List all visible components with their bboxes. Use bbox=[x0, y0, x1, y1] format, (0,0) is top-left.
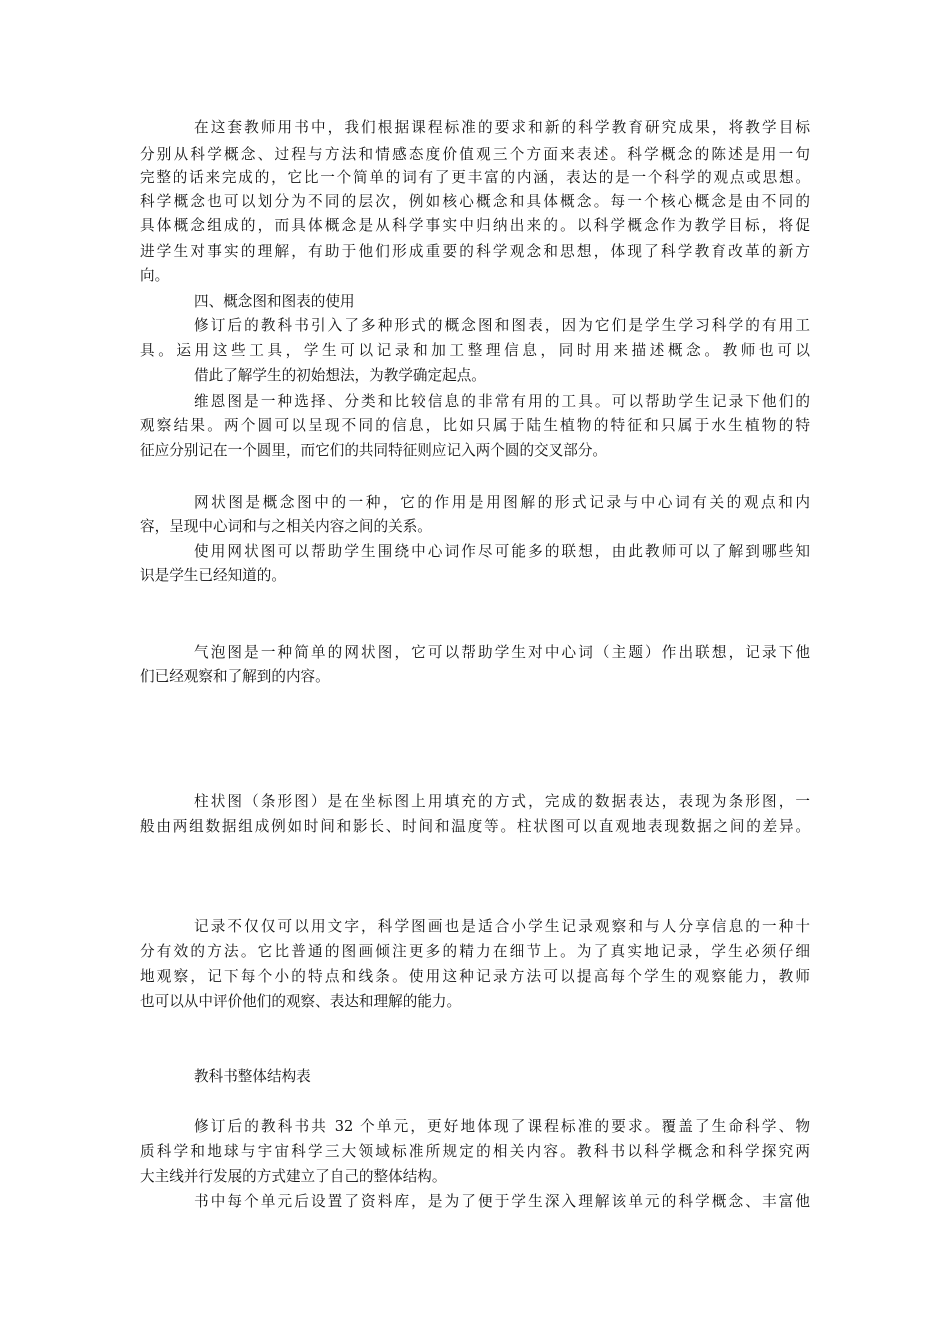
text-line: 借此了解学生的初始想法，为教学确定起点。 bbox=[194, 367, 486, 384]
text-line: 维恩图是一种选择、分类和比较信息的非常有用的工具。可以帮助学生记录下他们的 bbox=[194, 393, 810, 410]
section-heading: 四、概念图和图表的使用 bbox=[194, 293, 355, 310]
text-line: 地观察，记下每个小的特点和线条。使用这种记录方法可以提高每个学生的观察能力，教师 bbox=[140, 968, 810, 985]
text-line: 向。 bbox=[140, 267, 170, 284]
text-line: 修订后的教科书共 32 个单元，更好地体现了课程标准的要求。覆盖了生命科学、物 bbox=[194, 1118, 810, 1135]
text-line: 记录不仅仅可以用文字，科学图画也是适合小学生记录观察和与人分享信息的一种十 bbox=[194, 918, 810, 935]
text-line: 书中每个单元后设置了资料库，是为了便于学生深入理解该单元的科学概念、丰富他 bbox=[194, 1193, 810, 1210]
text-line: 也可以从中评价他们的观察、表达和理解的能力。 bbox=[140, 993, 462, 1010]
text-line: 具。运用这些工具，学生可以记录和加工整理信息，同时用来描述概念。教师也可以 bbox=[140, 342, 810, 359]
text-line: 征应分别记在一个圆里，而它们的共同特征则应记入两个圆的交叉部分。 bbox=[140, 442, 608, 459]
text-line: 气泡图是一种简单的网状图，它可以帮助学生对中心词（主题）作出联想，记录下他 bbox=[194, 644, 810, 661]
text-line: 容，呈现中心词和与之相关内容之间的关系。 bbox=[140, 518, 432, 535]
text-line: 大主线并行发展的方式建立了自己的整体结构。 bbox=[140, 1168, 447, 1185]
text-line: 分有效的方法。它比普通的图画倾注更多的精力在细节上。为了真实地记录，学生必须仔细 bbox=[140, 943, 810, 960]
text-line: 进学生对事实的理解，有助于他们形成重要的科学观念和思想，体现了科学教育改革的新方 bbox=[140, 243, 810, 260]
text-line: 使用网状图可以帮助学生围绕中心词作尽可能多的联想，由此教师可以了解到哪些知 bbox=[194, 543, 810, 560]
section-heading: 教科书整体结构表 bbox=[194, 1068, 311, 1085]
text-line: 在这套教师用书中，我们根据课程标准的要求和新的科学教育研究成果，将教学目标 bbox=[194, 119, 810, 136]
text-line: 们已经观察和了解到的内容。 bbox=[140, 668, 330, 685]
text-line: 具体概念组成的，而具体概念是从科学事实中归纳出来的。以科学概念作为教学目标，将促 bbox=[140, 217, 810, 234]
text-line: 质科学和地球与宇宙科学三大领域标准所规定的相关内容。教科书以科学概念和科学探究两 bbox=[140, 1143, 810, 1160]
text-line: 识是学生已经知道的。 bbox=[140, 567, 286, 584]
text-line: 般由两组数据组成例如时间和影长、时间和温度等。柱状图可以直观地表现数据之间的差异。 bbox=[140, 818, 810, 835]
text-line: 分别从科学概念、过程与方法和情感态度价值观三个方面来表述。科学概念的陈述是用一句 bbox=[140, 146, 810, 163]
text-line: 观察结果。两个圆可以呈现不同的信息，比如只属于陆生植物的特征和只属于水生植物的特 bbox=[140, 417, 810, 434]
text-line: 科学概念也可以划分为不同的层次，例如核心概念和具体概念。每一个核心概念是由不同的 bbox=[140, 193, 810, 210]
text-line: 修订后的教科书引入了多种形式的概念图和图表，因为它们是学生学习科学的有用工 bbox=[194, 317, 810, 334]
text-line: 完整的话来完成的，它比一个简单的词有了更丰富的内涵，表达的是一个科学的观点或思想。 bbox=[140, 169, 810, 186]
text-line: 柱状图（条形图）是在坐标图上用填充的方式，完成的数据表达，表现为条形图，一 bbox=[194, 793, 810, 810]
text-line: 网状图是概念图中的一种，它的作用是用图解的形式记录与中心词有关的观点和内 bbox=[194, 494, 810, 511]
